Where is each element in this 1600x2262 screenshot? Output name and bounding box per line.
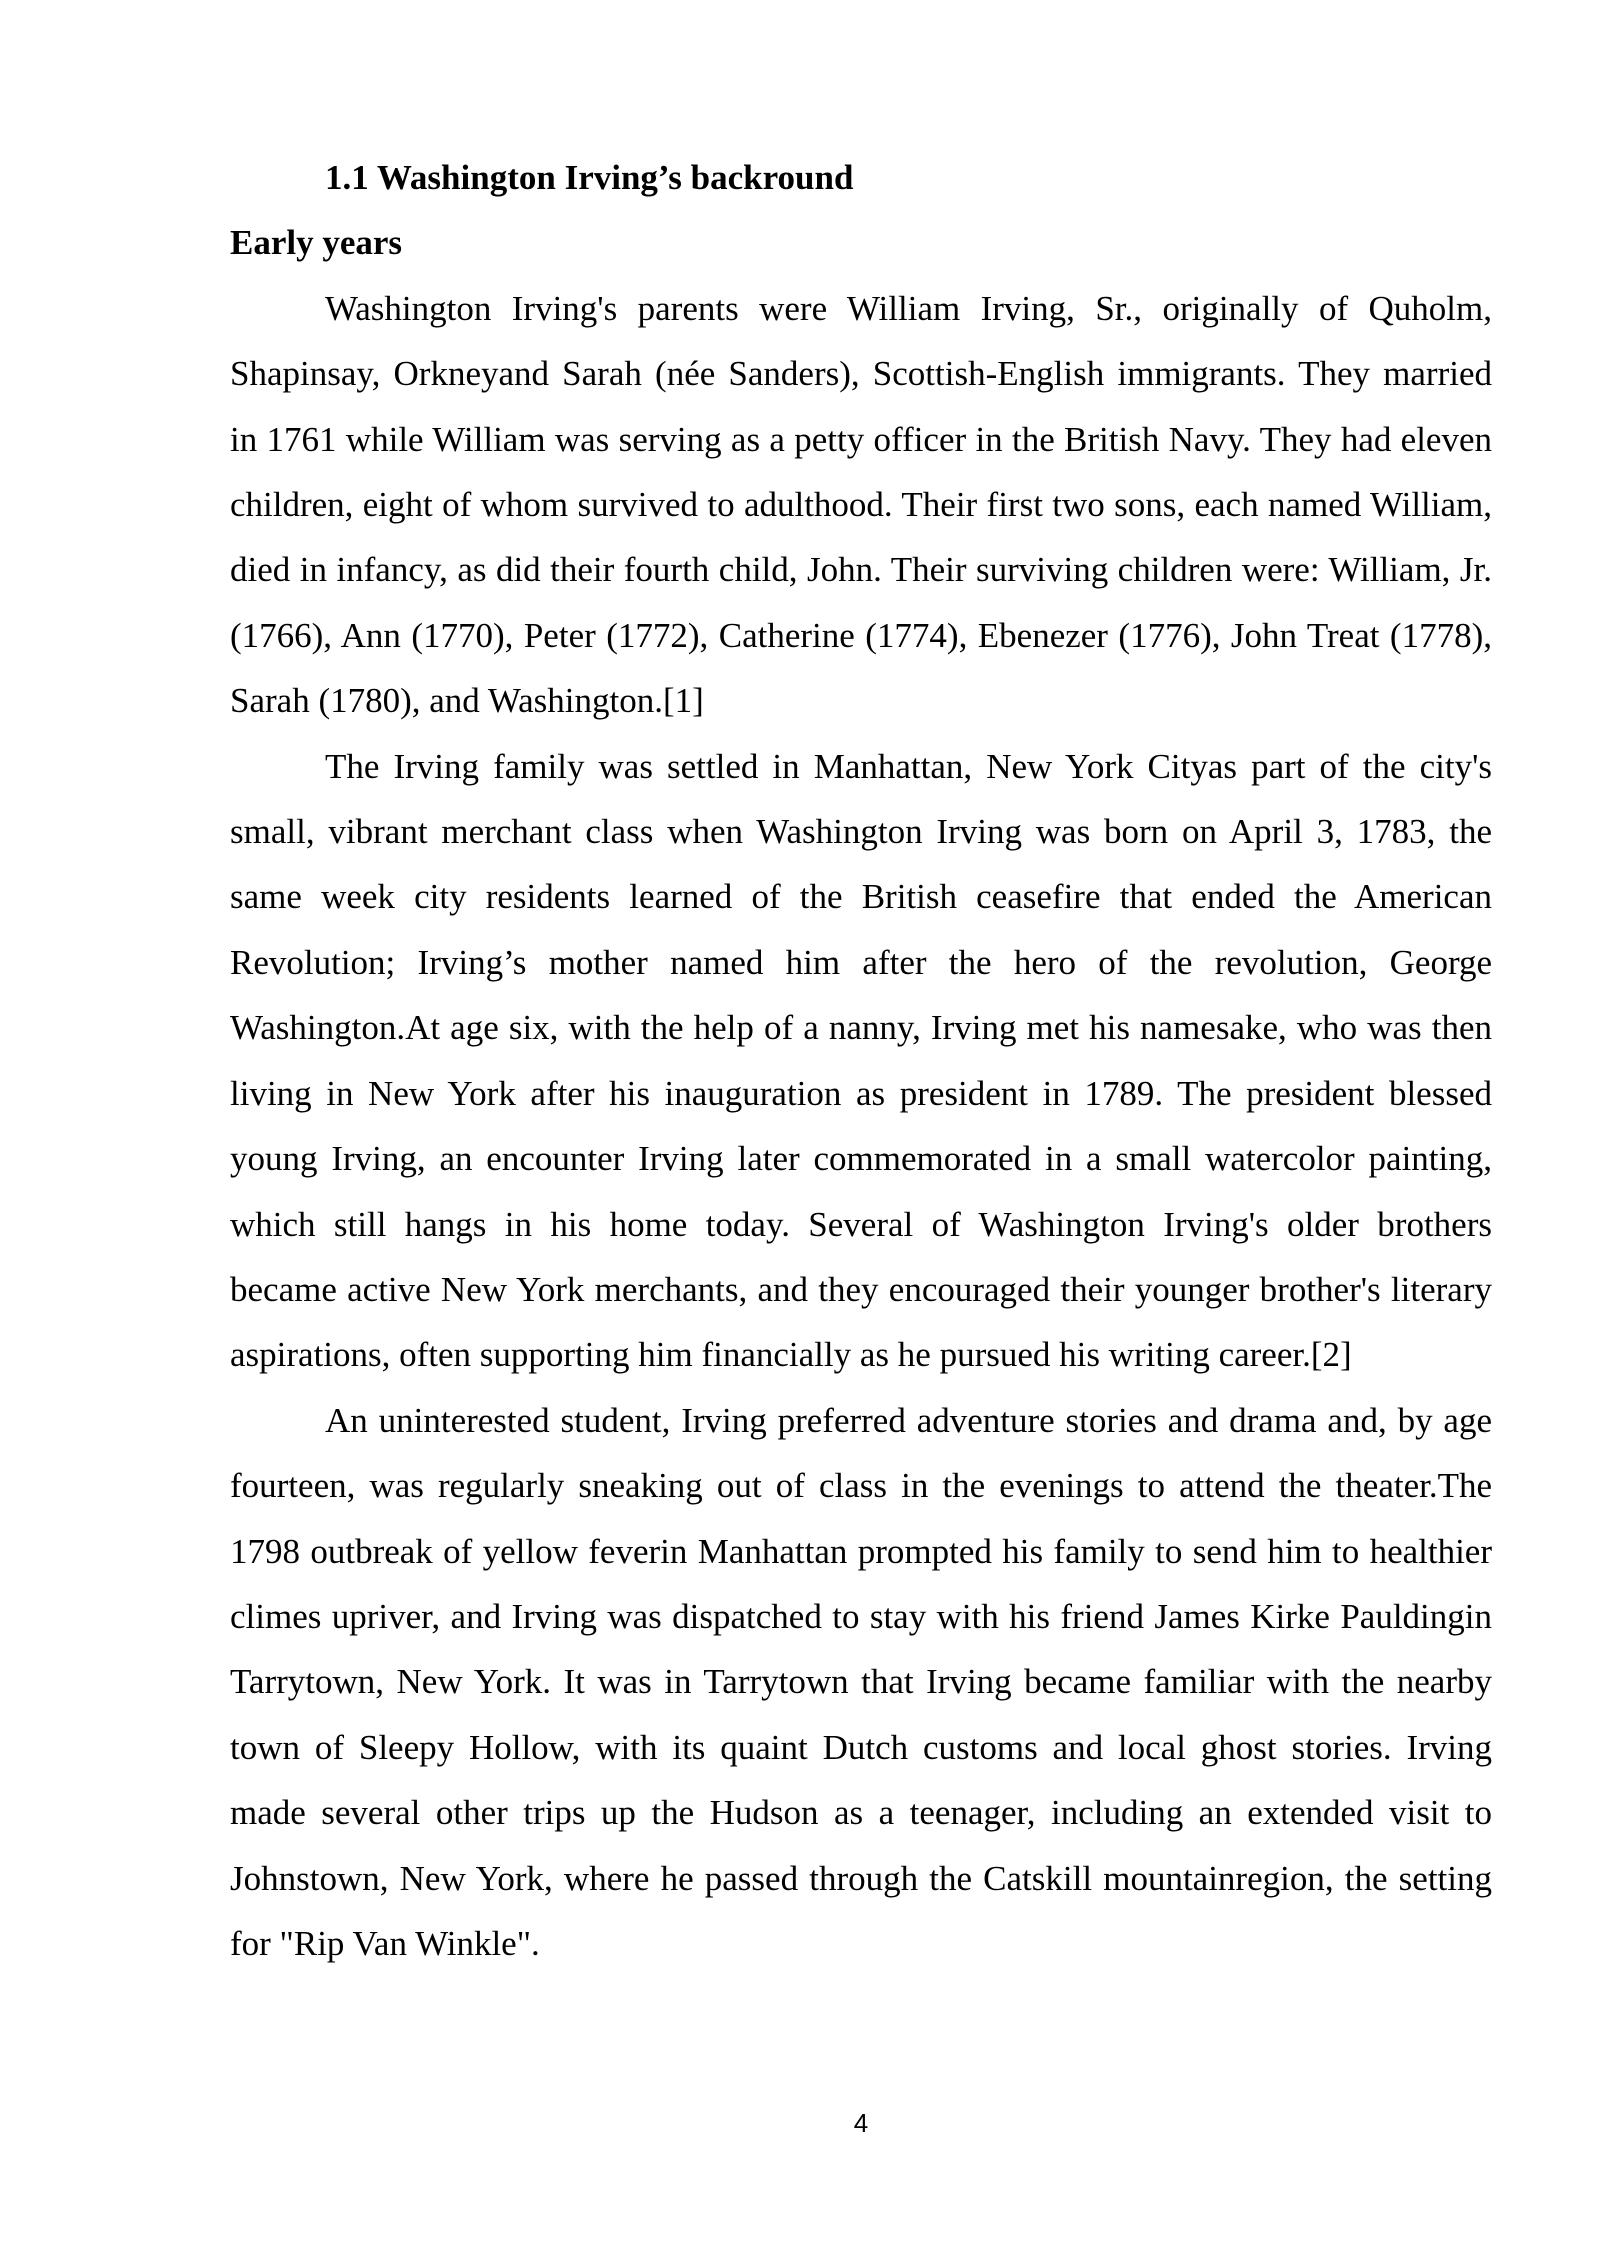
section-heading: 1.1 Washington Irving’s backround: [325, 158, 854, 197]
paragraph-family-manhattan: The Irving family was settled in Manhattan, New York Cityas part of the city's small, vibrant merchant class when Washington Irving was born on April 3, 1783, the same week city residents learned of the British ceasefire that ended the American Revolution; Irving’s mother named him after the hero of the revolution, George Washington.At age six, with the help of a nanny, Irving met his namesake, who was then living in New York after his inauguration as president in 1789. The president blessed young Irving, an encounter Irving later commemorated in a small watercolor painting, which still hangs in his home today. Several of Washington Irving's older brothers became active New York merchants, and they encouraged their younger brother's literary aspirations, often supporting him financially as he pursued his writing career.[2]: [230, 746, 1492, 1375]
subheading-early-years: Early years: [230, 223, 403, 263]
document-body: [230, 145, 1492, 1976]
page-number: 4: [853, 2108, 869, 2138]
paragraph-student-years: An uninterested student, Irving preferred adventure stories and drama and, by age fourteen, was regularly sneaking out of class in the evenings to attend the theater.The 1798 outbreak of yellow feverin Manhattan prompted his family to send him to healthier climes upriver, and Irving was dispatched to stay with his friend James Kirke Pauldingin Tarrytown, New York. It was in Tarrytown that Irving became familiar with the nearby town of Sleepy Hollow, with its quaint Dutch customs and local ghost stories. Irving made several other trips up the Hudson as a teenager, including an extended visit to Johnstown, New York, where he passed through the Catskill mountainregion, the setting for "Rip Van Winkle".: [230, 1400, 1492, 1963]
paragraph-parents: Washington Irving's parents were William Irving, Sr., originally of Quholm, Shapinsay, Orkneyand Sarah (née Sanders), Scottish-English immigrants. They married in 1761 while William was serving as a petty officer in the British Navy. They had eleven children, eight of whom survived to adulthood. Their first two sons, each named William, died in infancy, as did their fourth child, John. Their surviving children were: William, Jr. (1766), Ann (1770), Peter (1772), Catherine (1774), Ebenezer (1776), John Treat (1778), Sarah (1780), and Washington.[1]: [230, 288, 1492, 721]
